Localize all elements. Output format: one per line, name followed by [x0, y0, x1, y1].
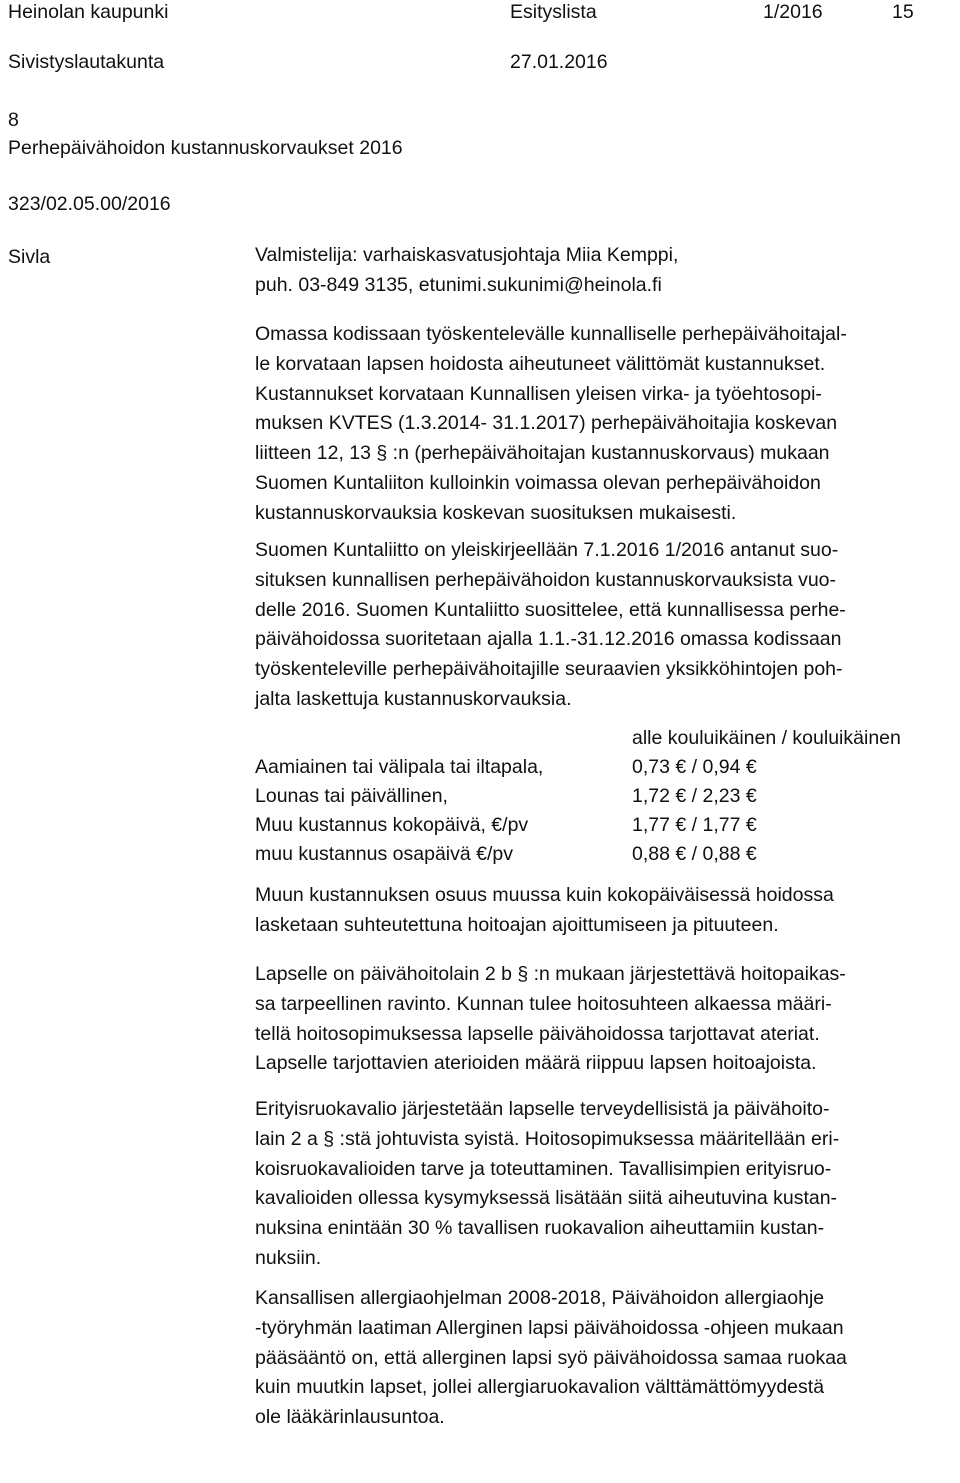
paragraph-line: nuksiin.	[255, 1246, 322, 1269]
paragraph-4	[255, 960, 960, 1079]
paragraph-line: pääsääntö on, että allerginen lapsi syö päivähoidossa samaa ruokaa	[255, 1346, 847, 1369]
paragraph-2	[255, 536, 960, 715]
paragraph-line: le korvataan lapsen hoidosta aiheutuneet välittömät kustannukset.	[255, 352, 826, 375]
paragraph-line: työskenteleville perhepäivähoitajille seuraavien yksikköhintojen poh-	[255, 658, 843, 681]
paragraph-line: tellä hoitosopimuksessa lapselle päivähoidossa tarjottavat ateriat.	[255, 1022, 820, 1045]
paragraph-line: situksen kunnallisen perhepäivähoidon kustannuskorvauksista vuo-	[255, 568, 837, 591]
paragraph-line: Kansallisen allergiaohjelman 2008-2018, Päivähoidon allergiaohje	[255, 1287, 825, 1309]
paragraph-line: Erityisruokavalio järjestetään lapselle terveydellisistä ja päivähoito-	[255, 1098, 830, 1120]
paragraph-line: nuksina enintään 30 % tavallisen ruokavalion aiheuttamiin kustan-	[255, 1217, 825, 1240]
cost-label: Aamiainen tai välipala tai iltapala,	[255, 756, 544, 778]
paragraph-line: kavalioiden ollessa kysymyksessä lisätään siitä aiheutuvina kustan-	[255, 1187, 838, 1210]
paragraph-line: Omassa kodissaan työskentelevälle kunnalliselle perhepäivähoitajal-	[255, 323, 847, 345]
preparer-line: Valmistelija: varhaiskasvatusjohtaja Miia Kemppi,	[255, 244, 679, 266]
cost-value: 0,88 € / 0,88 €	[632, 843, 757, 865]
paragraph-line: -työryhmän laatiman Allerginen lapsi päivähoidossa -ohjeen mukaan	[255, 1316, 844, 1339]
paragraph-line: liitteen 12, 13 § :n (perhepäivähoitajan kustannuskorvaus) mukaan	[255, 442, 830, 465]
paragraph-line: jalta laskettuja kustannuskorvauksia.	[255, 687, 572, 710]
header-date: 27.01.2016	[510, 51, 608, 73]
paragraph-line: ole lääkärinlausuntoa.	[255, 1406, 445, 1429]
paragraph-line: Kustannukset korvataan Kunnallisen yleisen virka- ja työehtosopi-	[255, 382, 822, 405]
page-number: 15	[892, 1, 914, 23]
paragraph-3	[255, 881, 960, 941]
cost-value: 1,77 € / 1,77 €	[632, 814, 757, 836]
item-title: Perhepäivähoidon kustannuskorvaukset 2016	[8, 137, 403, 159]
paragraph-line: koisruokavalioiden tarve ja toteuttaminen. Tavallisimpien erityisruo-	[255, 1157, 832, 1180]
header-doc-type: Esityslista	[510, 1, 597, 23]
paragraph-5	[255, 1095, 960, 1274]
paragraph-line: lasketaan suhteutettuna hoitoajan ajoittumiseen ja pituuteen.	[255, 913, 779, 936]
paragraph-line: Suomen Kuntaliitto on yleiskirjeellään 7.1.2016 1/2016 antanut suo-	[255, 539, 839, 561]
cost-value: 0,73 € / 0,94 €	[632, 756, 757, 778]
preparer-block	[255, 241, 960, 301]
board-short: Sivla	[8, 246, 51, 268]
header-org: Heinolan kaupunki	[8, 1, 169, 23]
paragraph-line: kustannuskorvauksia koskevan suosituksen mukaisesti.	[255, 501, 737, 524]
cost-label: Lounas tai päivällinen,	[255, 785, 448, 807]
cost-value: 1,72 € / 2,23 €	[632, 785, 757, 807]
paragraph-line: Muun kustannuksen osuus muussa kuin kokopäiväisessä hoidossa	[255, 884, 834, 906]
preparer-contact: puh. 03-849 3135, etunimi.sukunimi@heinola.fi	[255, 273, 662, 296]
paragraph-line: kuin muutkin lapset, jollei allergiaruokavalion välttämättömyydestä	[255, 1376, 825, 1399]
paragraph-line: sa tarpeellinen ravinto. Kunnan tulee hoitosuhteen alkaessa määri-	[255, 992, 832, 1015]
paragraph-1	[255, 320, 960, 529]
item-number: 8	[8, 109, 19, 131]
cost-table-header: alle kouluikäinen / kouluikäinen	[632, 727, 901, 749]
paragraph-line: lain 2 a § :stä johtuvista syistä. Hoitosopimuksessa määritellään eri-	[255, 1127, 840, 1150]
paragraph-line: päivähoidossa suoritetaan ajalla 1.1.-31.12.2016 omassa kodissaan	[255, 628, 842, 651]
header-board: Sivistyslautakunta	[8, 51, 165, 73]
paragraph-line: muksen KVTES (1.3.2014- 31.1.2017) perhepäivähoitajia koskevan	[255, 412, 838, 435]
paragraph-line: Lapselle on päivähoitolain 2 b § :n mukaan järjestettävä hoitopaikas-	[255, 963, 846, 985]
cost-label: muu kustannus osapäivä €/pv	[255, 843, 513, 865]
paragraph-6	[255, 1284, 960, 1433]
paragraph-line: Suomen Kuntaliiton kulloinkin voimassa olevan perhepäivähoidon	[255, 471, 821, 494]
cost-label: Muu kustannus kokopäivä, €/pv	[255, 814, 529, 836]
record-id: 323/02.05.00/2016	[8, 193, 171, 215]
header-doc-number: 1/2016	[763, 1, 823, 23]
paragraph-line: delle 2016. Suomen Kuntaliitto suosittelee, että kunnallisessa perhe-	[255, 598, 846, 621]
paragraph-line: Lapselle tarjottavien aterioiden määrä riippuu lapsen hoitoajoista.	[255, 1052, 817, 1075]
